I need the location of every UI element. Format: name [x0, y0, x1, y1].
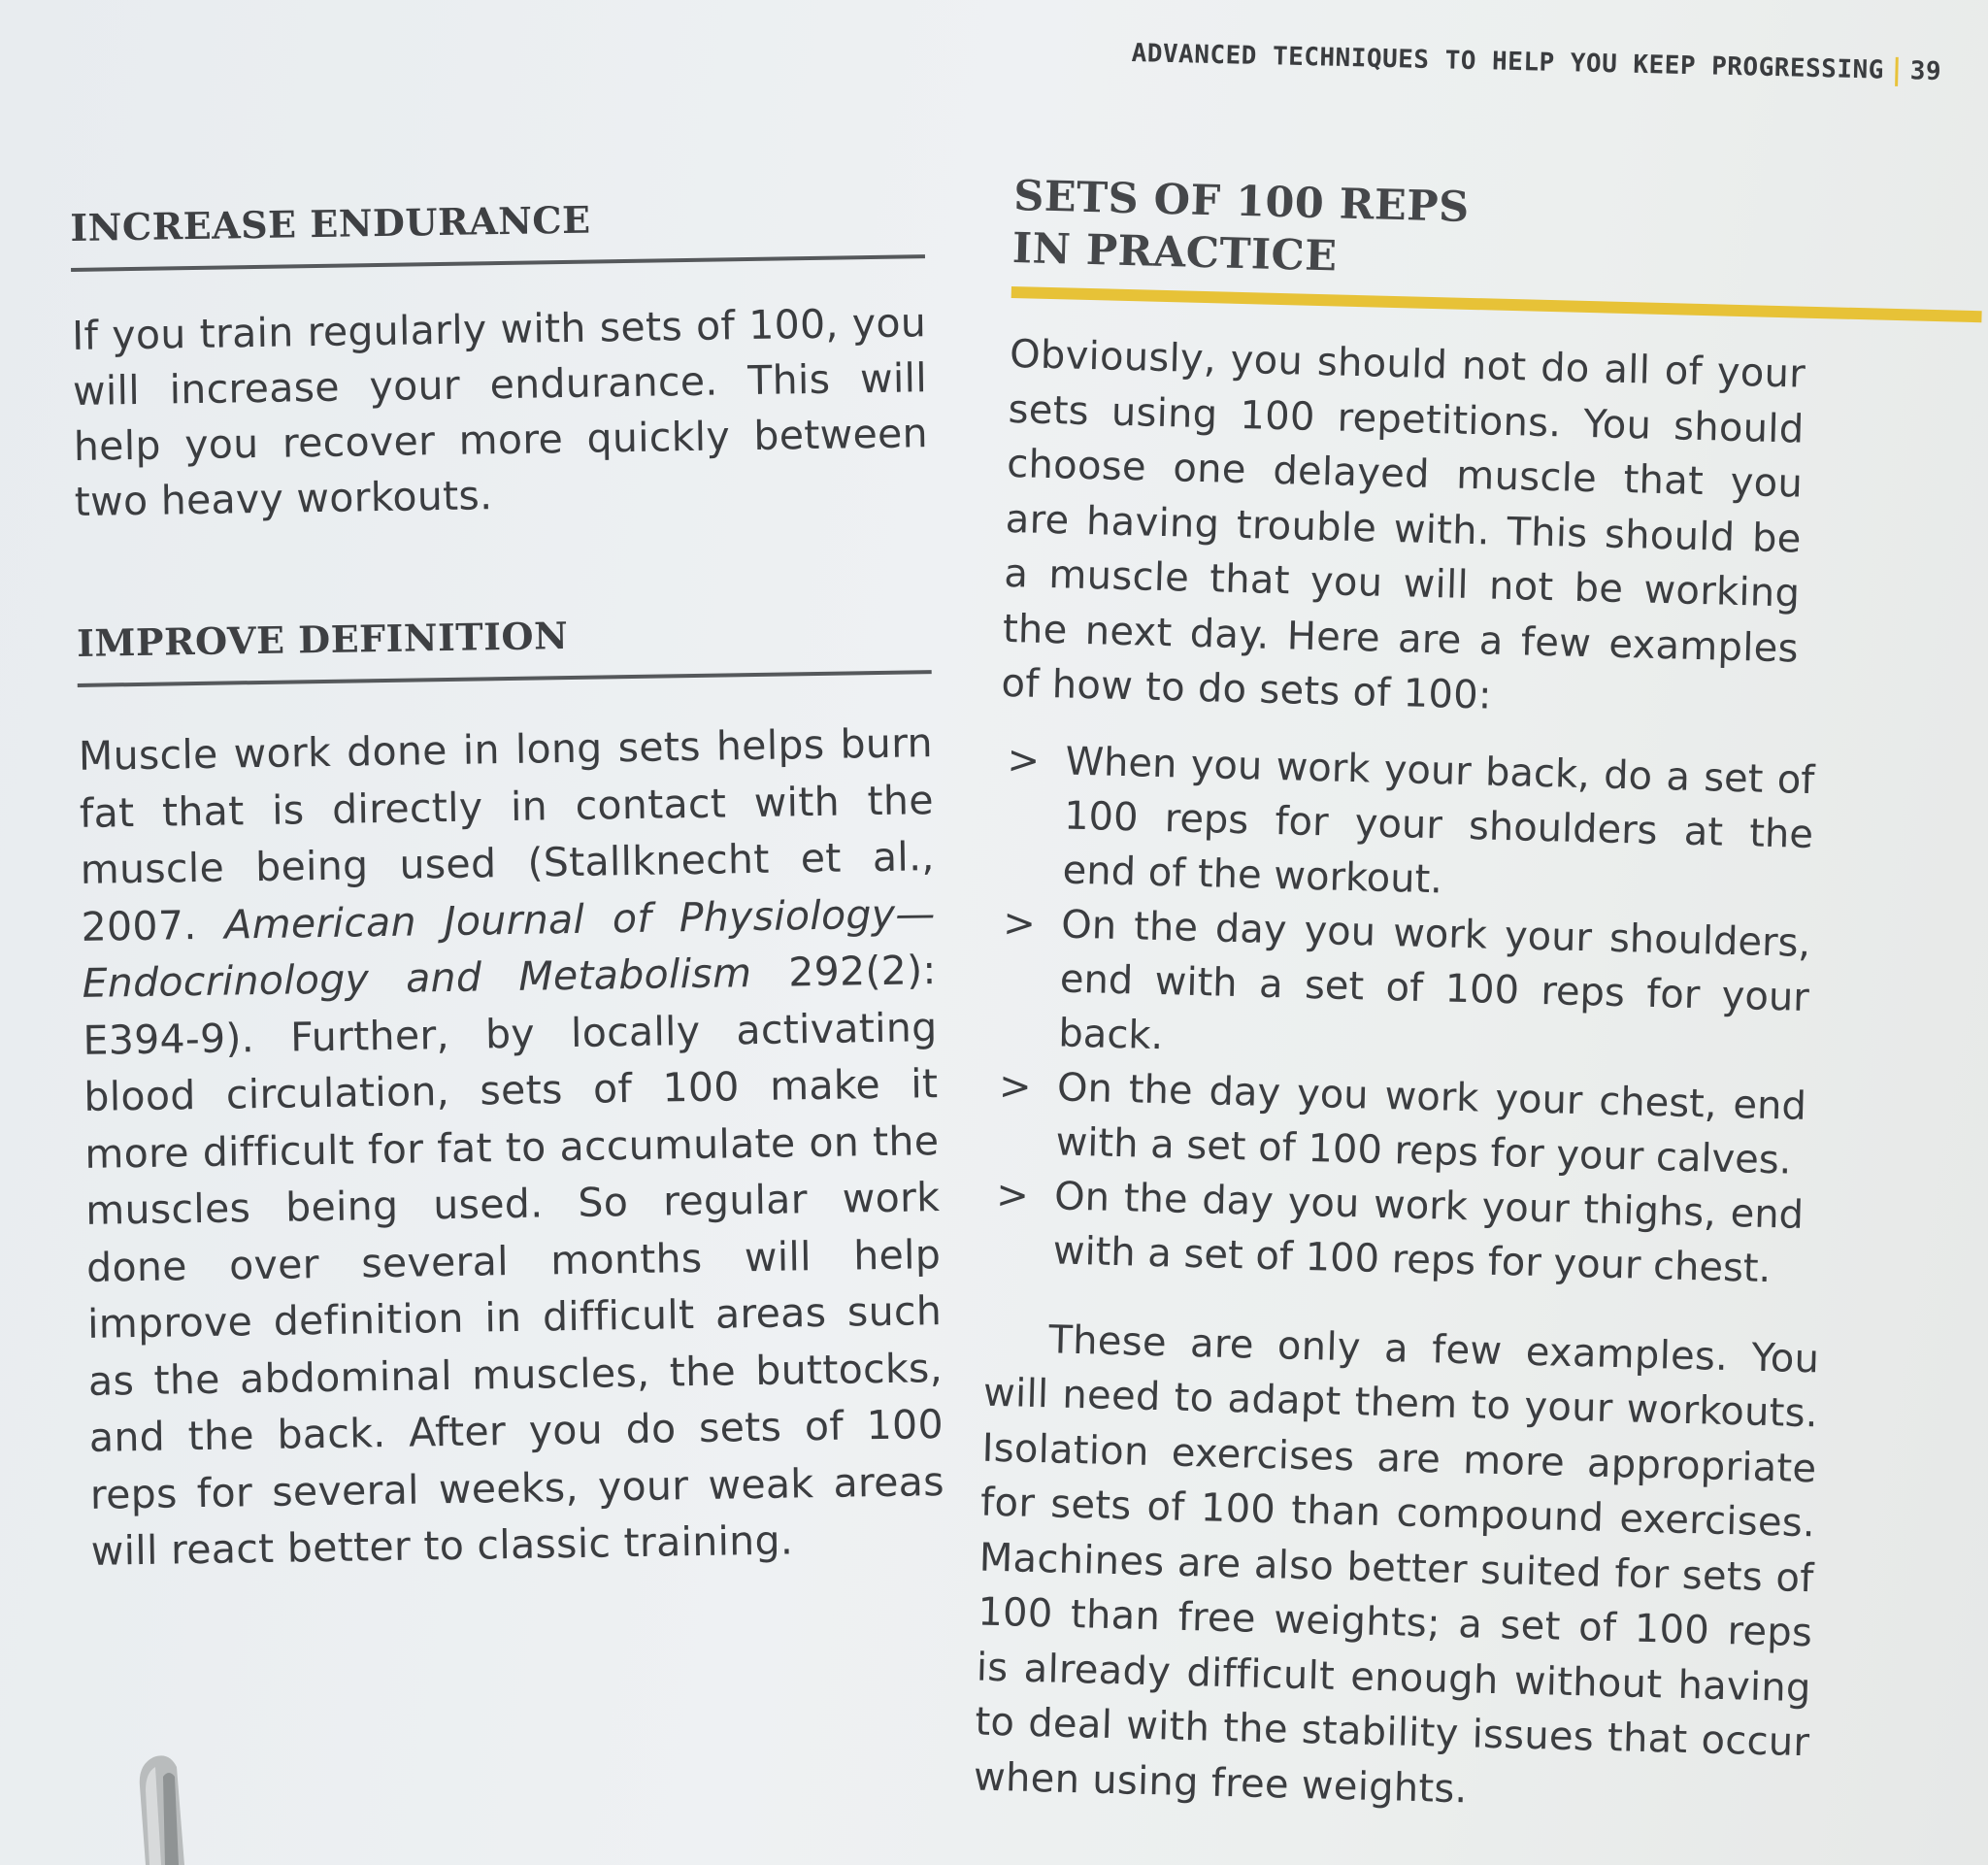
- pen-icon: [126, 1748, 214, 1865]
- paragraph-intro: Obviously, you should not do all of your sets using 100 repetitions. You should choose one delayed muscle that you are having trouble with. This should be a muscle that you will not be working the next day. Here are a few examples of how to do sets of 100:: [1001, 331, 1806, 718]
- list-item-text: On the day you work your chest, end with a set of 100 reps for your calves.: [1055, 1064, 1807, 1183]
- heading-line-1: SETS OF 100 REPS: [1012, 171, 1471, 232]
- journal-title: American Journal of Physiology—Endocrinology and Metabolism: [82, 889, 936, 1007]
- left-column: [70, 190, 975, 1581]
- list-item-text: When you work your back, do a set of 100 reps for your shoulders at the end of the workout.: [1062, 739, 1815, 902]
- definition-text-start: Muscle work done in long sets helps burn fat that is directly in contact with the muscle being used (Stallknecht et al., 2007.: [78, 719, 936, 950]
- heading-rule: [78, 670, 932, 687]
- paragraph-definition: [78, 715, 945, 1580]
- examples-list: [986, 732, 1815, 1296]
- list-item-text: On the day you work your thighs, end with a set of 100 reps for your chest.: [1052, 1173, 1805, 1291]
- bullet-arrow-icon: >: [1007, 737, 1041, 783]
- list-item-text: On the day you work your shoulders, end with a set of 100 reps for your back.: [1057, 901, 1811, 1058]
- list-item: [989, 1058, 1807, 1187]
- list-item: [996, 732, 1815, 916]
- heading-rule: [71, 254, 925, 272]
- heading-improve-definition: IMPROVE DEFINITION: [76, 613, 569, 665]
- definition-text-end: 292(2): E394-9). Further, by locally activating blood circulation, sets of 100 make it more difficult for fat to accumulate on the muscles being used. So regular work done over several months will help improve definition in difficult areas such as the abdominal muscles, the buttocks, and the back. After you do sets of 100 reps for several weeks, your weak areas will react better to classic training.: [83, 947, 945, 1575]
- paragraph-endurance: If you train regularly with sets of 100, you will increase your endurance. This will help you recover more quickly between two heavy workouts.: [71, 299, 929, 525]
- heading-line-2: IN PRACTICE: [1011, 223, 1339, 282]
- paragraph-closing: These are only a few examples. You will need to adapt them to your workouts. Isolation exercises are more appropriate for sets of 100 than compound exercises. Machines are also better suited for sets of 100 than free weights; a set of 100 reps is already difficult enough without having to deal with the stability issues that occur when using free weights.: [973, 1316, 1820, 1812]
- list-item: [986, 1167, 1805, 1296]
- page-number: 39: [1909, 56, 1942, 86]
- bullet-arrow-icon: >: [995, 1172, 1030, 1218]
- right-column: [973, 170, 1848, 1825]
- list-item: [992, 895, 1811, 1079]
- bullet-arrow-icon: >: [998, 1063, 1033, 1110]
- running-title: ADVANCED TECHNIQUES TO HELP YOU KEEP PROGRESSING: [1131, 39, 1885, 85]
- bullet-arrow-icon: >: [1002, 900, 1037, 947]
- running-header: [1131, 39, 1957, 106]
- heading-sets-of-100: [1011, 170, 1848, 296]
- heading-increase-endurance: INCREASE ENDURANCE: [70, 197, 591, 250]
- header-divider: [1895, 56, 1899, 85]
